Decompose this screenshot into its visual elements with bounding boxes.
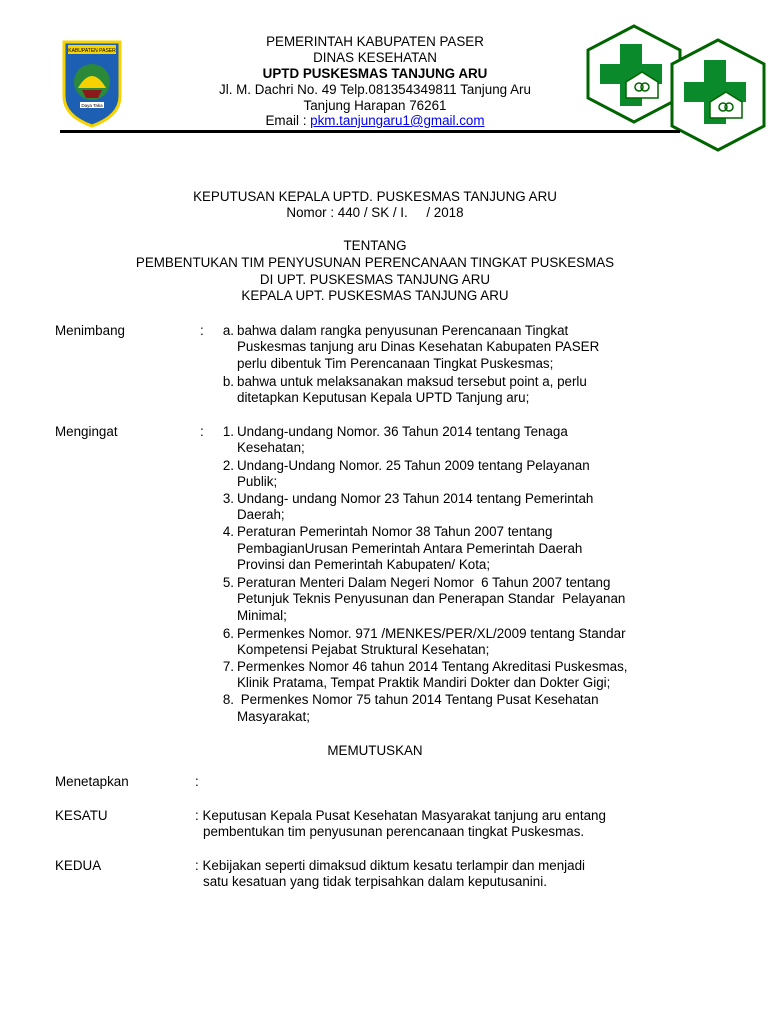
- header-line-1: PEMERINTAH KABUPATEN PASER: [266, 34, 484, 49]
- decree-title: KEPUTUSAN KEPALA UPTD. PUSKESMAS TANJUNG ARU: [193, 189, 557, 204]
- mengingat-6-line-2: Kompetensi Pejabat Struktural Kesehatan;: [237, 642, 490, 657]
- mengingat-marker-1: 1.: [222, 424, 234, 439]
- mengingat-marker-2: 2.: [222, 458, 234, 473]
- menetapkan-colon: :: [195, 774, 199, 789]
- mengingat-marker-6: 6.: [222, 626, 234, 641]
- header-email-line: [150, 113, 600, 130]
- header-line-3: UPTD PUSKESMAS TANJUNG ARU: [262, 66, 488, 81]
- subject-line-3: KEPALA UPT. PUSKESMAS TANJUNG ARU: [241, 288, 509, 303]
- mengingat-marker-5: 5.: [222, 575, 234, 590]
- mengingat-6-line-1: Permenkes Nomor. 971 /MENKES/PER/XL/2009 tentang Standar: [237, 626, 626, 641]
- mengingat-4-line-2: PembagianUrusan Pemerintah Antara Pemerintah Daerah: [237, 541, 583, 556]
- menimbang-b-line-1: bahwa untuk melaksanakan maksud tersebut point a, perlu: [237, 374, 587, 389]
- kesatu-label: KESATU: [55, 808, 108, 823]
- mengingat-8-line-2: Masyarakat;: [237, 709, 310, 724]
- email-label: Email :: [265, 113, 311, 128]
- menimbang-a-line-1: bahwa dalam rangka penyusunan Perencanaan Tingkat: [237, 323, 569, 338]
- kesatu-line-1: : Keputusan Kepala Pusat Kesehatan Masyarakat tanjung aru entang: [195, 808, 606, 823]
- mengingat-3-line-1: Undang- undang Nomor 23 Tahun 2014 tentang Pemerintah: [237, 491, 594, 506]
- puskesmas-logo-left: [588, 26, 680, 122]
- mengingat-2-line-2: Publik;: [237, 474, 278, 489]
- kedua-line-1: : Kebijakan seperti dimaksud diktum kesatu terlampir dan menjadi: [195, 858, 586, 873]
- mengingat-7-line-1: Permenkes Nomor 46 tahun 2014 Tentang Akreditasi Puskesmas,: [237, 659, 628, 674]
- puskesmas-logo-right: [672, 40, 764, 150]
- emblem-top-text: KABUPATEN PASER: [68, 48, 116, 54]
- kesatu-line-2: pembentukan tim penyusunan perencanaan tingkat Puskesmas.: [203, 824, 585, 839]
- email-link[interactable]: pkm.tanjungaru1@gmail.com: [310, 113, 485, 128]
- mengingat-4-line-3: Provinsi dan Pemerintah Kabupaten/ Kota;: [237, 557, 491, 572]
- kedua-line-2: satu kesatuan yang tidak terpisahkan dalam keputusanini.: [203, 874, 547, 889]
- menimbang-a-line-3: perlu dibentuk Tim Perencanaan Tingkat Puskesmas;: [237, 356, 554, 371]
- kabupaten-paser-emblem: [60, 38, 124, 128]
- memutuskan-heading: MEMUTUSKAN: [327, 743, 423, 758]
- mengingat-2-line-1: Undang-Undang Nomor. 25 Tahun 2009 tentang Pelayanan: [237, 458, 590, 473]
- menimbang-colon: :: [200, 323, 204, 338]
- menimbang-b-line-2: ditetapkan Keputusan Kepala UPTD Tanjung aru;: [237, 390, 530, 405]
- mengingat-marker-7: 7.: [222, 659, 234, 674]
- menetapkan-label: Menetapkan: [55, 774, 129, 789]
- header-line-4: Jl. M. Dachri No. 49 Telp.081354349811 Tanjung Aru: [219, 82, 531, 97]
- tentang-heading: TENTANG: [343, 238, 407, 253]
- mengingat-5-line-1: Peraturan Menteri Dalam Negeri Nomor 6 Tahun 2007 tentang: [237, 575, 611, 590]
- header-line-5: Tanjung Harapan 76261: [303, 98, 447, 113]
- mengingat-1-line-1: Undang-undang Nomor. 36 Tahun 2014 tentang Tenaga: [237, 424, 568, 439]
- letterhead: [0, 0, 768, 140]
- mengingat-5-line-3: Minimal;: [237, 608, 287, 623]
- subject-line-2: DI UPT. PUSKESMAS TANJUNG ARU: [259, 272, 491, 287]
- puskesmas-logo: [582, 22, 768, 154]
- header-rule-thick: [60, 130, 680, 133]
- mengingat-marker-3: 3.: [222, 491, 234, 506]
- mengingat-label: Mengingat: [55, 424, 118, 439]
- subject-line-1: PEMBENTUKAN TIM PENYUSUNAN PERENCANAAN TINGKAT PUSKESMAS: [135, 255, 615, 270]
- menimbang-marker-a: a.: [222, 323, 234, 338]
- menimbang-label: Menimbang: [55, 323, 125, 338]
- header-line-2: DINAS KESEHATAN: [313, 50, 437, 65]
- mengingat-8-line-1: Permenkes Nomor 75 tahun 2014 Tentang Pusat Kesehatan: [237, 692, 599, 707]
- emblem-bottom-text: Daya Taka: [81, 103, 103, 108]
- kedua-label: KEDUA: [55, 858, 102, 873]
- mengingat-marker-8: 8.: [222, 692, 234, 707]
- mengingat-5-line-2: Petunjuk Teknis Penyusunan dan Penerapan Standar Pelayanan: [237, 591, 626, 606]
- mengingat-colon: :: [200, 424, 204, 439]
- mengingat-4-line-1: Peraturan Pemerintah Nomor 38 Tahun 2007 tentang: [237, 524, 553, 539]
- mengingat-1-line-2: Kesehatan;: [237, 440, 305, 455]
- mengingat-marker-4: 4.: [222, 524, 234, 539]
- mengingat-7-line-2: Klinik Pratama, Tempat Praktik Mandiri Dokter dan Dokter Gigi;: [237, 675, 611, 690]
- mengingat-3-line-2: Daerah;: [237, 507, 285, 522]
- menimbang-marker-b: b.: [222, 374, 234, 389]
- menimbang-a-line-2: Puskesmas tanjung aru Dinas Kesehatan Kabupaten PASER: [237, 339, 600, 354]
- decree-number: Nomor : 440 / SK / I. / 2018: [286, 205, 464, 220]
